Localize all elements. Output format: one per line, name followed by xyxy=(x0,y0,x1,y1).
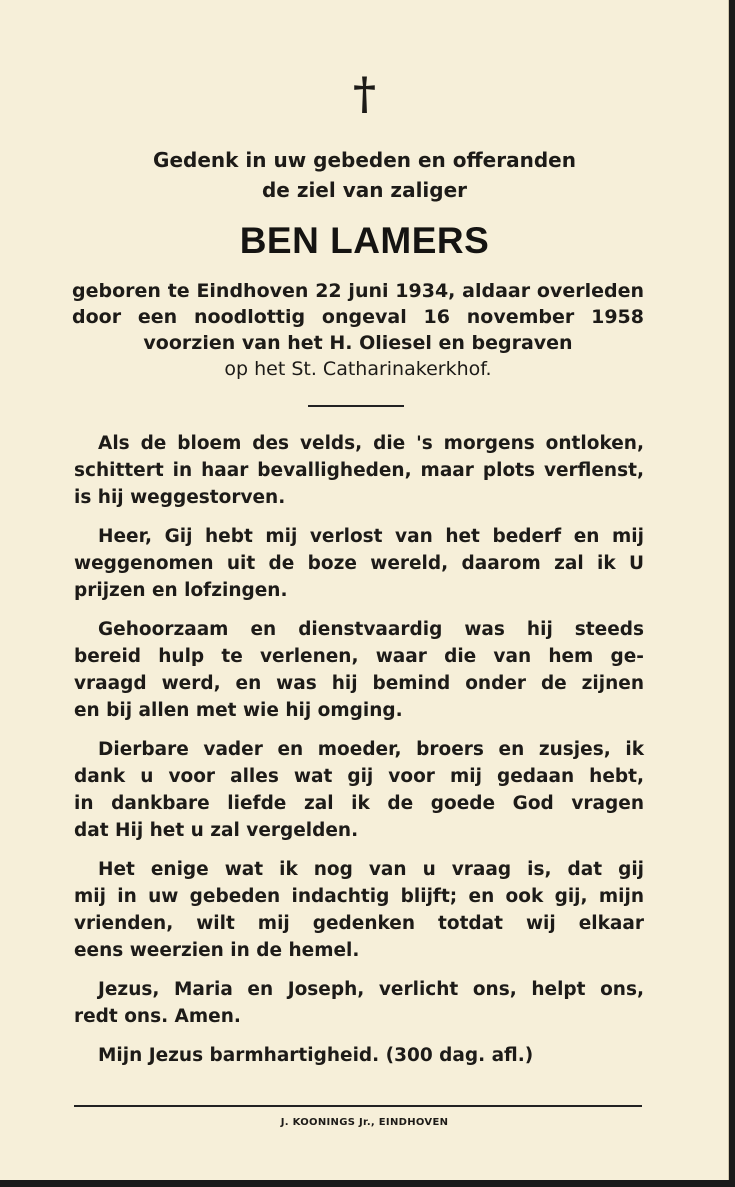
paragraph-line: en bij allen met wie hij omging. xyxy=(74,700,403,721)
bio-line-4: op het St. Catharinakerkhof. xyxy=(224,358,492,380)
paragraph xyxy=(74,616,644,724)
intro-text xyxy=(0,145,729,205)
divider xyxy=(308,405,404,407)
paragraph xyxy=(74,736,644,844)
paragraph-line: is hij weggestorven. xyxy=(74,487,286,508)
paragraph-line: vrienden, wilt mij gedenken totdat wij elkaar xyxy=(74,913,644,934)
paragraph-line: dank u voor alles wat gij voor mij gedaan hebt, xyxy=(74,766,644,787)
bio-line-2: door een noodlottig ongeval 16 november 1958 xyxy=(72,306,644,328)
bio-line-3: voorzien van het H. Oliesel en begraven xyxy=(143,332,573,354)
paragraph-line: prijzen en lofzingen. xyxy=(74,580,288,601)
printer-imprint: J. KOONINGS Jr., EINDHOVEN xyxy=(280,1117,449,1128)
paragraph-line: bereid hulp te verlenen, waar die van hem ge- xyxy=(74,646,644,667)
intro-line-1: Gedenk in uw gebeden en offeranden xyxy=(153,148,576,172)
paragraph-line: redt ons. Amen. xyxy=(74,1006,241,1027)
paragraph-line: Heer, Gij hebt mij verlost van het bederf en mij xyxy=(98,526,644,547)
intro-line-2: de ziel van zaliger xyxy=(261,178,468,202)
paragraph-line: Jezus, Maria en Joseph, verlicht ons, helpt ons, xyxy=(98,979,644,1000)
paragraph-line: Dierbare vader en moeder, broers en zusjes, ik xyxy=(98,739,644,760)
paragraph-line: dat Hij het u zal vergelden. xyxy=(74,820,359,841)
bio-line-1: geboren te Eindhoven 22 juni 1934, aldaar overleden xyxy=(72,280,644,302)
cross-icon: † xyxy=(352,69,376,120)
paragraph xyxy=(74,430,644,511)
paragraph-line: weggenomen uit de boze wereld, daarom zal ik U xyxy=(74,553,644,574)
paragraph-line: in dankbare liefde zal ik de goede God vragen xyxy=(74,793,644,814)
paragraph-line: Als de bloem des velds, die 's morgens ontloken, xyxy=(98,433,644,454)
paragraph xyxy=(74,976,644,1030)
paragraph-line: Gehoorzaam en dienstvaardig was hij steeds xyxy=(98,619,644,640)
paragraph-line: Mijn Jezus barmhartigheid. (300 dag. afl.) xyxy=(98,1045,534,1066)
paragraph-line: Het enige wat ik nog van u vraag is, dat gij xyxy=(98,859,644,880)
paragraph-line: mij in uw gebeden indachtig blijft; en ook gij, mijn xyxy=(74,886,644,907)
deceased-name: BEN LAMERS xyxy=(239,220,490,261)
paragraph xyxy=(74,1042,644,1069)
biography xyxy=(72,278,644,382)
paragraph-line: eens weerzien in de hemel. xyxy=(74,940,360,961)
paragraph xyxy=(74,856,644,964)
paragraph-line: schittert in haar bevalligheden, maar plots verflenst, xyxy=(74,460,644,481)
bottom-divider xyxy=(74,1105,642,1107)
paragraph xyxy=(74,523,644,604)
verses xyxy=(74,430,644,1081)
paragraph-line: vraagd werd, en was hij bemind onder de zijnen xyxy=(74,673,644,694)
